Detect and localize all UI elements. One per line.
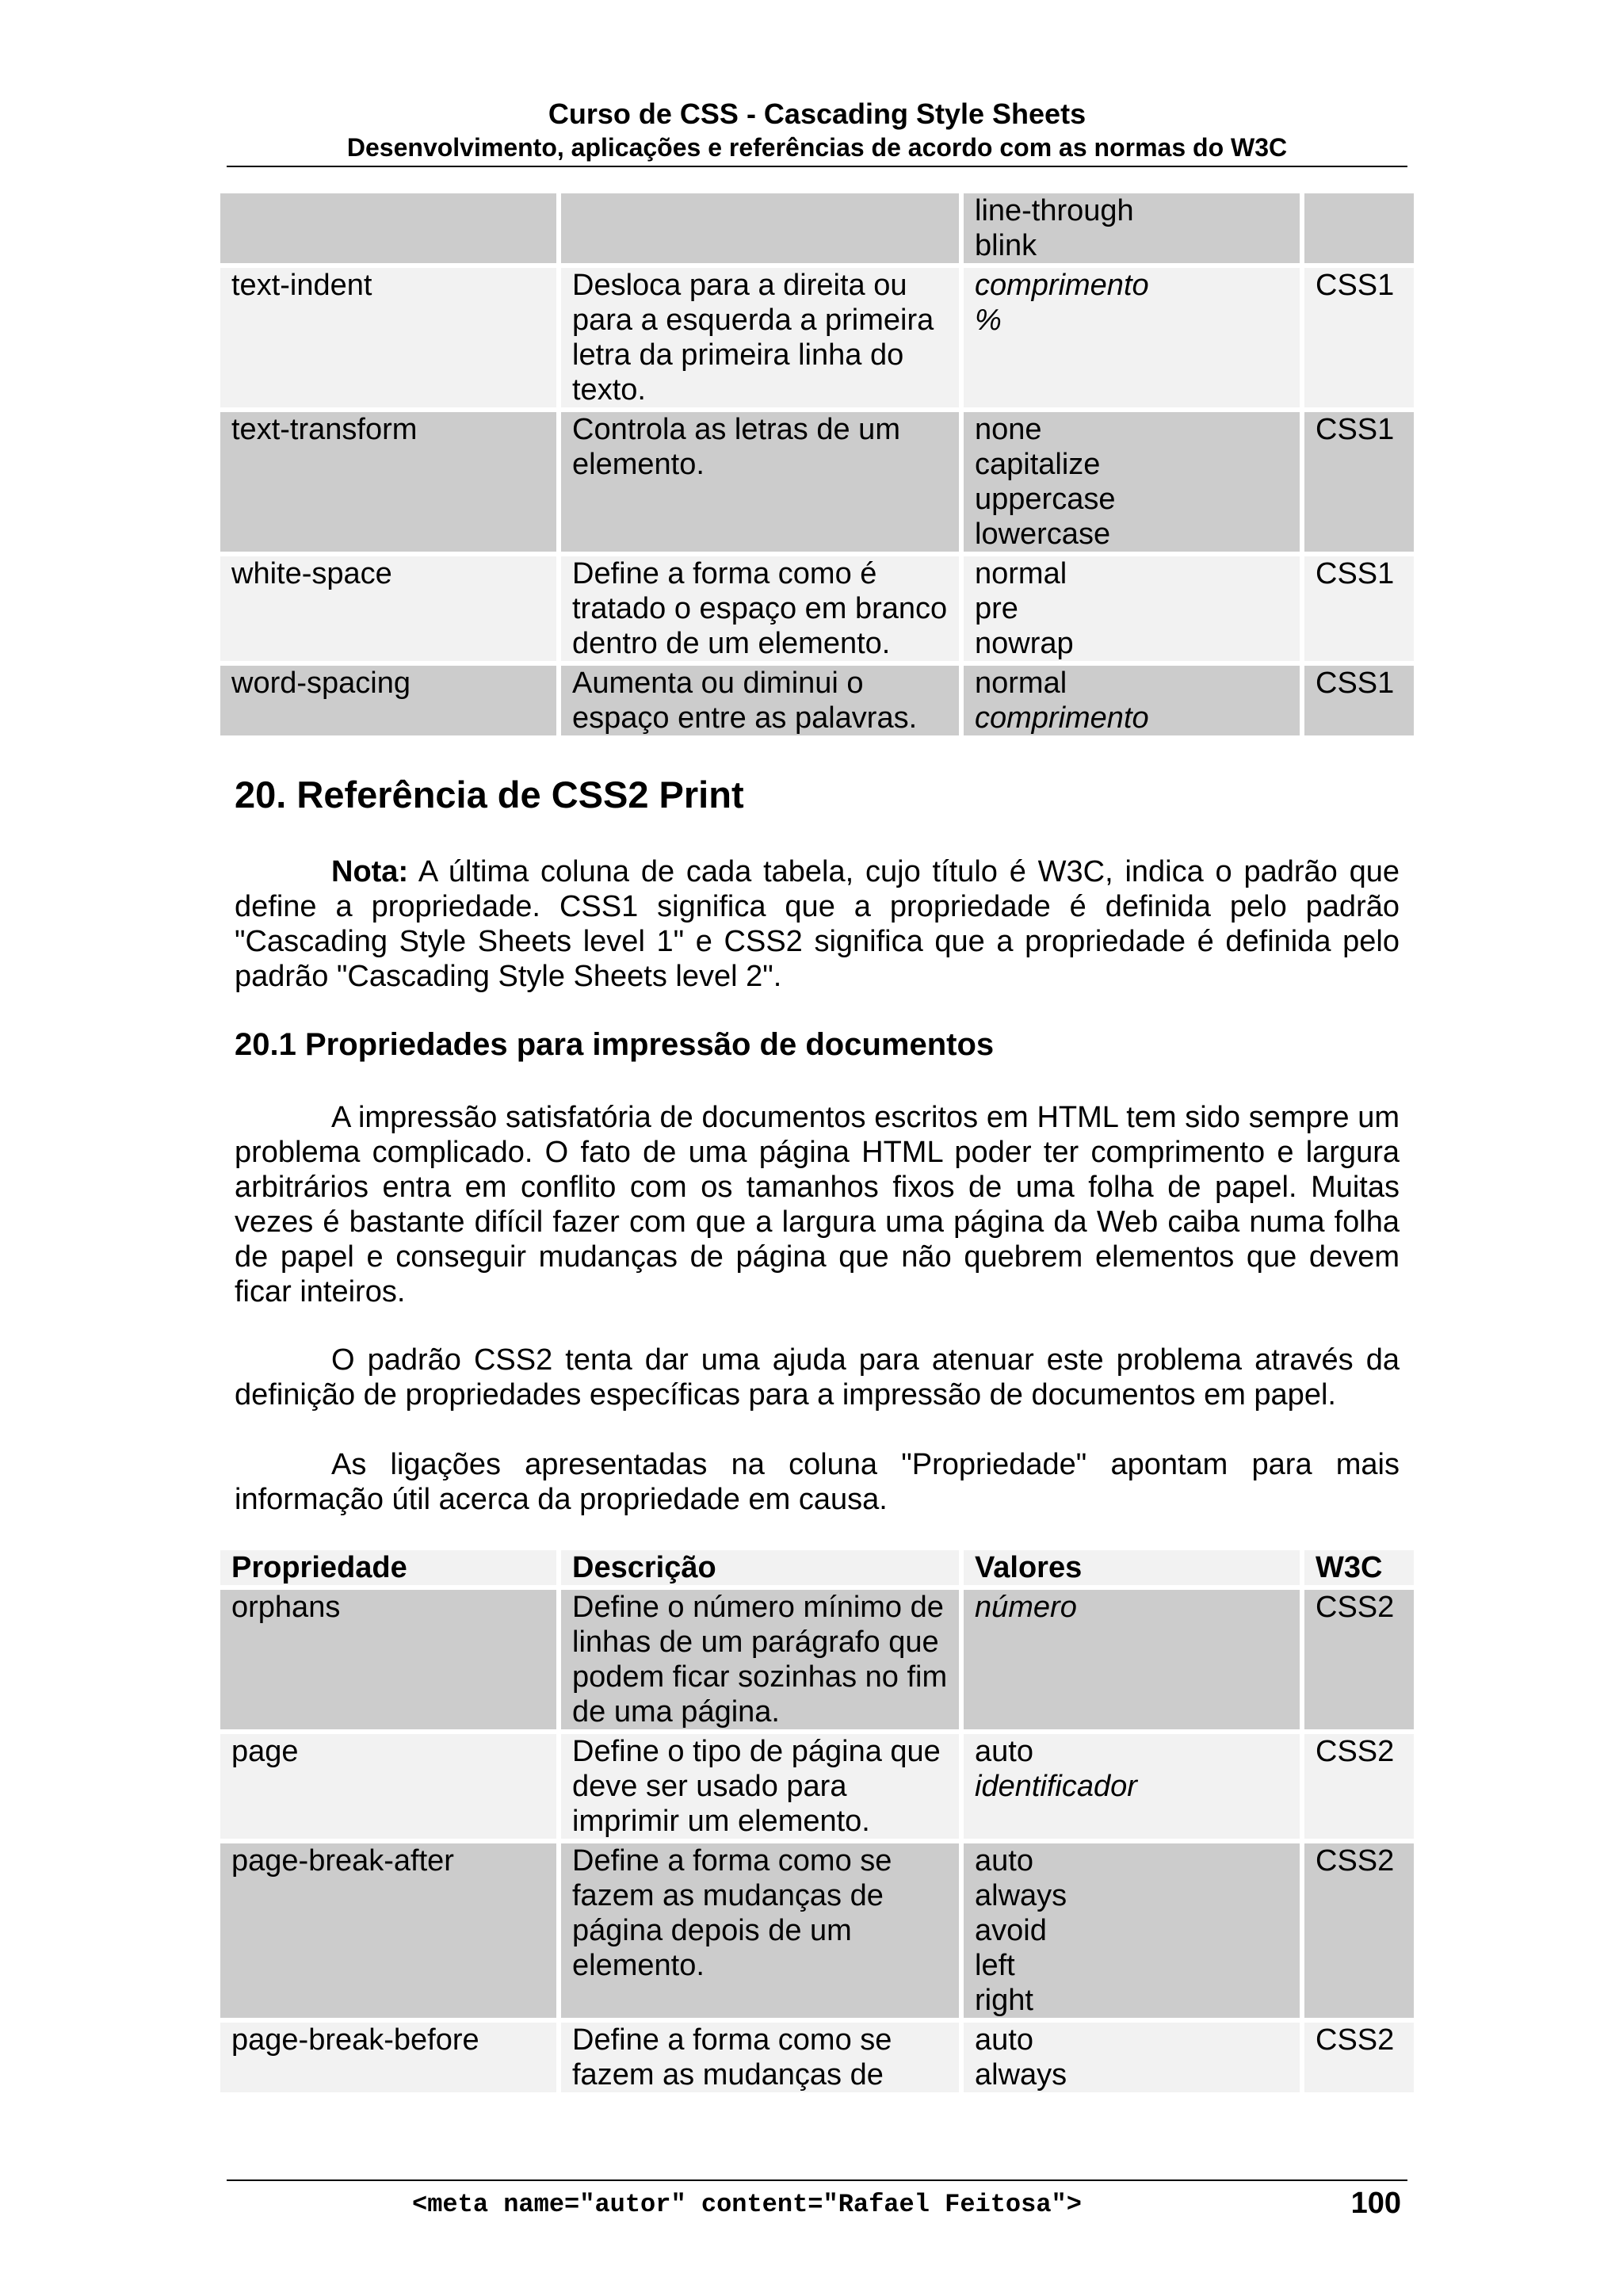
value-item: blink: [975, 229, 1037, 262]
value-item: número: [975, 1591, 1077, 1624]
value-item: right: [975, 1984, 1033, 2017]
note-paragraph: [235, 854, 1400, 994]
values-cell: [964, 1590, 1300, 1729]
value-item: left: [975, 1949, 1015, 1982]
subsection-title: 20.1 Propriedades para impressão de documentos: [235, 1027, 995, 1062]
w3c-cell: CSS2: [1304, 2023, 1414, 2092]
header-w3c: W3C: [1304, 1550, 1414, 1585]
value-item: identificador: [975, 1770, 1137, 1803]
property-cell: orphans: [220, 1590, 556, 1729]
value-item: lowercase: [975, 518, 1111, 551]
value-item: avoid: [975, 1914, 1047, 1947]
values-cell: [964, 1734, 1300, 1839]
table-row: [220, 1590, 1414, 1729]
property-cell: text-indent: [220, 268, 556, 407]
values-cell: [964, 193, 1300, 263]
value-item: normal: [975, 667, 1067, 700]
print-properties-table: [216, 1545, 1419, 2097]
value-item: always: [975, 2058, 1067, 2092]
header-subtitle: Desenvolvimento, aplicações e referências de acordo com as normas do W3C: [346, 133, 1288, 162]
footer-divider: [227, 2179, 1407, 2181]
table-row: [220, 556, 1414, 661]
header-divider: [227, 166, 1407, 167]
value-item: line-through: [975, 194, 1134, 227]
values-cell: [964, 556, 1300, 661]
values-cell: [964, 1843, 1300, 2018]
table-row: [220, 2023, 1414, 2092]
body-paragraph-css2-help: O padrão CSS2 tenta dar uma ajuda para atenuar este problema através da definição de propriedades específicas para a impressão de documentos em papel.: [235, 1343, 1400, 1412]
w3c-cell: CSS1: [1304, 412, 1414, 552]
property-cell: page-break-after: [220, 1843, 556, 2018]
footer-meta-tag: <meta name="autor" content="Rafael Feitosa">: [412, 2190, 1082, 2219]
property-cell: text-transform: [220, 412, 556, 552]
description-cell: Define o número mínimo de linhas de um parágrafo que podem ficar sozinhas no fim de uma página.: [561, 1590, 959, 1729]
description-cell: Controla as letras de um elemento.: [561, 412, 959, 552]
body-paragraph-links: As ligações apresentadas na coluna "Propriedade" apontam para mais informação útil acerca da propriedade em causa.: [235, 1448, 1400, 1516]
value-item: normal: [975, 557, 1067, 590]
body-paragraph-print-problem: A impressão satisfatória de documentos escritos em HTML tem sido sempre um problema complicado. O fato de uma página HTML poder ter comprimento e largura arbitrários entra em conflito com os tamanhos fixos de uma folha de papel. Muitas vezes é bastante difícil fazer com que a largura uma página da Web caiba numa folha de papel e conseguir mudanças de página que não quebrem elementos que devem ficar inteiros.: [235, 1101, 1400, 1308]
value-item: none: [975, 413, 1042, 446]
w3c-cell: CSS1: [1304, 268, 1414, 407]
value-item: nowrap: [975, 627, 1074, 660]
value-item: capitalize: [975, 448, 1101, 481]
value-item: auto: [975, 1844, 1033, 1878]
property-cell: [220, 193, 556, 263]
description-cell: [561, 193, 959, 263]
page-number: 100: [1350, 2187, 1401, 2220]
value-item: %: [975, 304, 1002, 337]
table-header-row: [220, 1550, 1414, 1585]
header-title: Curso de CSS - Cascading Style Sheets: [548, 97, 1086, 130]
table-row: [220, 268, 1414, 407]
value-item: comprimento: [975, 269, 1149, 302]
table-row: [220, 1734, 1414, 1839]
value-item: pre: [975, 592, 1018, 625]
text-properties-table-continued: [216, 189, 1419, 740]
description-cell: Define a forma como se fazem as mudanças de página depois de um elemento.: [561, 1843, 959, 2018]
w3c-cell: [1304, 193, 1414, 263]
property-cell: white-space: [220, 556, 556, 661]
values-cell: [964, 412, 1300, 552]
w3c-cell: CSS1: [1304, 556, 1414, 661]
values-cell: [964, 2023, 1300, 2092]
header-values: Valores: [964, 1550, 1300, 1585]
header-description: Descrição: [561, 1550, 959, 1585]
value-item: auto: [975, 1735, 1033, 1768]
note-text: A última coluna de cada tabela, cujo título é W3C, indica o padrão que define a propriedade. CSS1 significa que a propriedade é definida pelo padrão "Cascading Style Sheets level 1" e CSS2 significa que a propriedade é definida pelo padrão "Cascading Style Sheets level 2".: [235, 855, 1400, 993]
table-row: [220, 193, 1414, 263]
value-item: auto: [975, 2023, 1033, 2057]
w3c-cell: CSS1: [1304, 666, 1414, 735]
value-item: comprimento: [975, 701, 1149, 735]
header-property: Propriedade: [220, 1550, 556, 1585]
property-cell: word-spacing: [220, 666, 556, 735]
value-item: always: [975, 1879, 1067, 1912]
property-cell: page: [220, 1734, 556, 1839]
value-item: uppercase: [975, 483, 1116, 516]
table-row: [220, 1843, 1414, 2018]
section-title: 20. Referência de CSS2 Print: [235, 774, 744, 816]
description-cell: Aumenta ou diminui o espaço entre as palavras.: [561, 666, 959, 735]
description-cell: Define a forma como é tratado o espaço em branco dentro de um elemento.: [561, 556, 959, 661]
w3c-cell: CSS2: [1304, 1843, 1414, 2018]
description-cell: Define o tipo de página que deve ser usado para imprimir um elemento.: [561, 1734, 959, 1839]
values-cell: [964, 666, 1300, 735]
table-row: [220, 666, 1414, 735]
description-cell: Desloca para a direita ou para a esquerda a primeira letra da primeira linha do texto.: [561, 268, 959, 407]
property-cell: page-break-before: [220, 2023, 556, 2092]
w3c-cell: CSS2: [1304, 1734, 1414, 1839]
w3c-cell: CSS2: [1304, 1590, 1414, 1729]
table-row: [220, 412, 1414, 552]
description-cell: Define a forma como se fazem as mudanças de: [561, 2023, 959, 2092]
note-label: Nota:: [331, 855, 409, 888]
values-cell: [964, 268, 1300, 407]
